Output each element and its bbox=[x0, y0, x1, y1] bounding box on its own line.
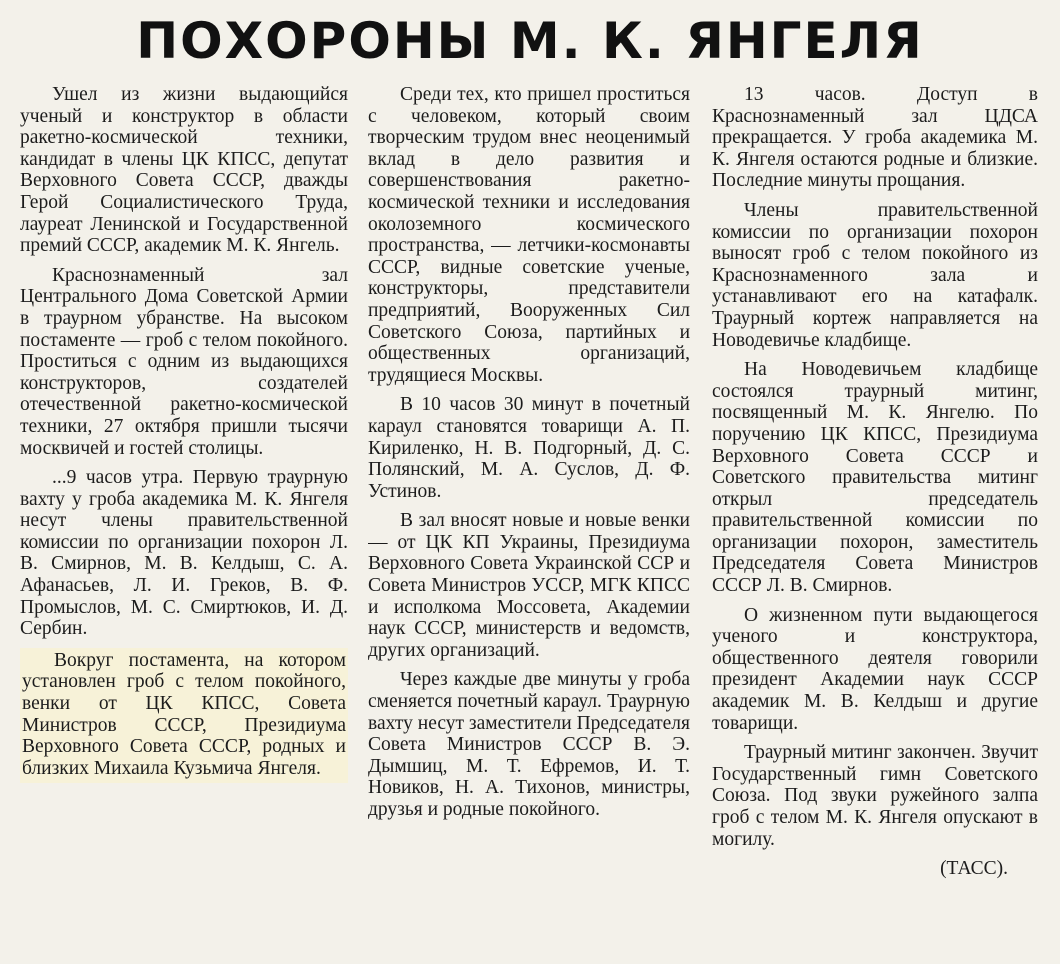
paragraph: 13 часов. Доступ в Краснознаменный зал ЦДСА прекращается. У гроба академика М. К. Янгеля остаются родные и близкие. Последние минуты прощания. bbox=[712, 84, 1038, 192]
column-3 bbox=[712, 84, 1038, 954]
column-2 bbox=[368, 84, 690, 954]
paragraph: Ушел из жизни выдающийся ученый и конструктор в области ракетно-космической техники, кандидат в члены ЦК КПСС, депутат Верховного Совета СССР, дважды Герой Социалистического Труда, лауреат Ленинской и Государственной премий СССР, академик М. К. Янгель. bbox=[20, 84, 348, 257]
source-signature: (ТАСС). bbox=[940, 858, 1008, 880]
paragraph: В 10 часов 30 минут в почетный караул становятся товарищи А. П. Кириленко, Н. В. Подгорный, Д. С. Полянский, М. А. Суслов, Д. Ф. Устинов. bbox=[368, 394, 690, 502]
paragraph: Через каждые две минуты у гроба сменяется почетный караул. Траурную вахту несут заместители Председателя Совета Министров СССР В. Э. Дымшиц, М. Т. Ефремов, И. Т. Новиков, Н. А. Тихонов, министры, друзья и родные покойного. bbox=[368, 669, 690, 820]
article-headline: ПОХОРОНЫ М. К. ЯНГЕЛЯ bbox=[136, 12, 924, 70]
column-1 bbox=[20, 84, 348, 954]
paragraph: О жизненном пути выдающегося ученого и конструктора, общественного деятеля говорили президент Академии наук СССР академик М. В. Келдыш и другие товарищи. bbox=[712, 604, 1038, 734]
paragraph: В зал вносят новые и новые венки — от ЦК КП Украины, Президиума Верховного Совета Украинской ССР и Совета Министров УССР, МГК КПСС и исполкома Моссовета, Академии наук СССР, министерств и ведомств, других организаций. bbox=[368, 510, 690, 661]
paragraph: Среди тех, кто пришел проститься с человеком, который своим творческим трудом внес неоценимый вклад в дело развития и совершенствования ракетно-космической техники и исследования околоземного космического пространства, — летчики-космонавты СССР, видные советские ученые, конструкторы, представители предприятий, Вооруженных Сил Советского Союза, партийных и общественных организаций, трудящиеся Москвы. bbox=[368, 84, 690, 386]
paragraph: Члены правительственной комиссии по организации похорон выносят гроб с телом покойного из Краснознаменного зала и устанавливают его на катафалк. Траурный кортеж направляется на Новодевичье кладбище. bbox=[712, 199, 1038, 351]
highlighted-paragraph: Вокруг постамента, на котором установлен гроб с телом покойного, венки от ЦК КПСС, Совета Министров СССР, Президиума Верховного Совета СССР, родных и близких Михаила Кузьмича Янгеля. bbox=[20, 648, 348, 784]
paragraph: ...9 часов утра. Первую траурную вахту у гроба академика М. К. Янгеля несут члены правительственной комиссии по организации похорон Л. В. Смирнов, М. В. Келдыш, С. А. Афанасьев, Л. И. Греков, В. Ф. Промыслов, М. С. Смиртюков, И. Д. Сербин. bbox=[20, 467, 348, 640]
paragraph: На Новодевичьем кладбище состоялся траурный митинг, посвященный М. К. Янгелю. По поручению ЦК КПСС, Президиума Верховного Совета СССР и Советского правительства митинг открыл председатель правительственной комиссии по организации похорон, заместитель Председателя Совета Министров СССР Л. В. Смирнов. bbox=[712, 359, 1038, 597]
paragraph: Траурный митинг закончен. Звучит Государственный гимн Советского Союза. Под звуки ружейного залпа гроб с телом М. К. Янгеля опускают в могилу. bbox=[712, 742, 1038, 850]
paragraph: Краснознаменный зал Центрального Дома Советской Армии в траурном убранстве. На высоком постаменте — гроб с телом покойного. Проститься с одним из выдающихся конструкторов, создателей отечественной ракетно-космической техники, 27 октября пришли тысячи москвичей и гостей столицы. bbox=[20, 264, 348, 459]
